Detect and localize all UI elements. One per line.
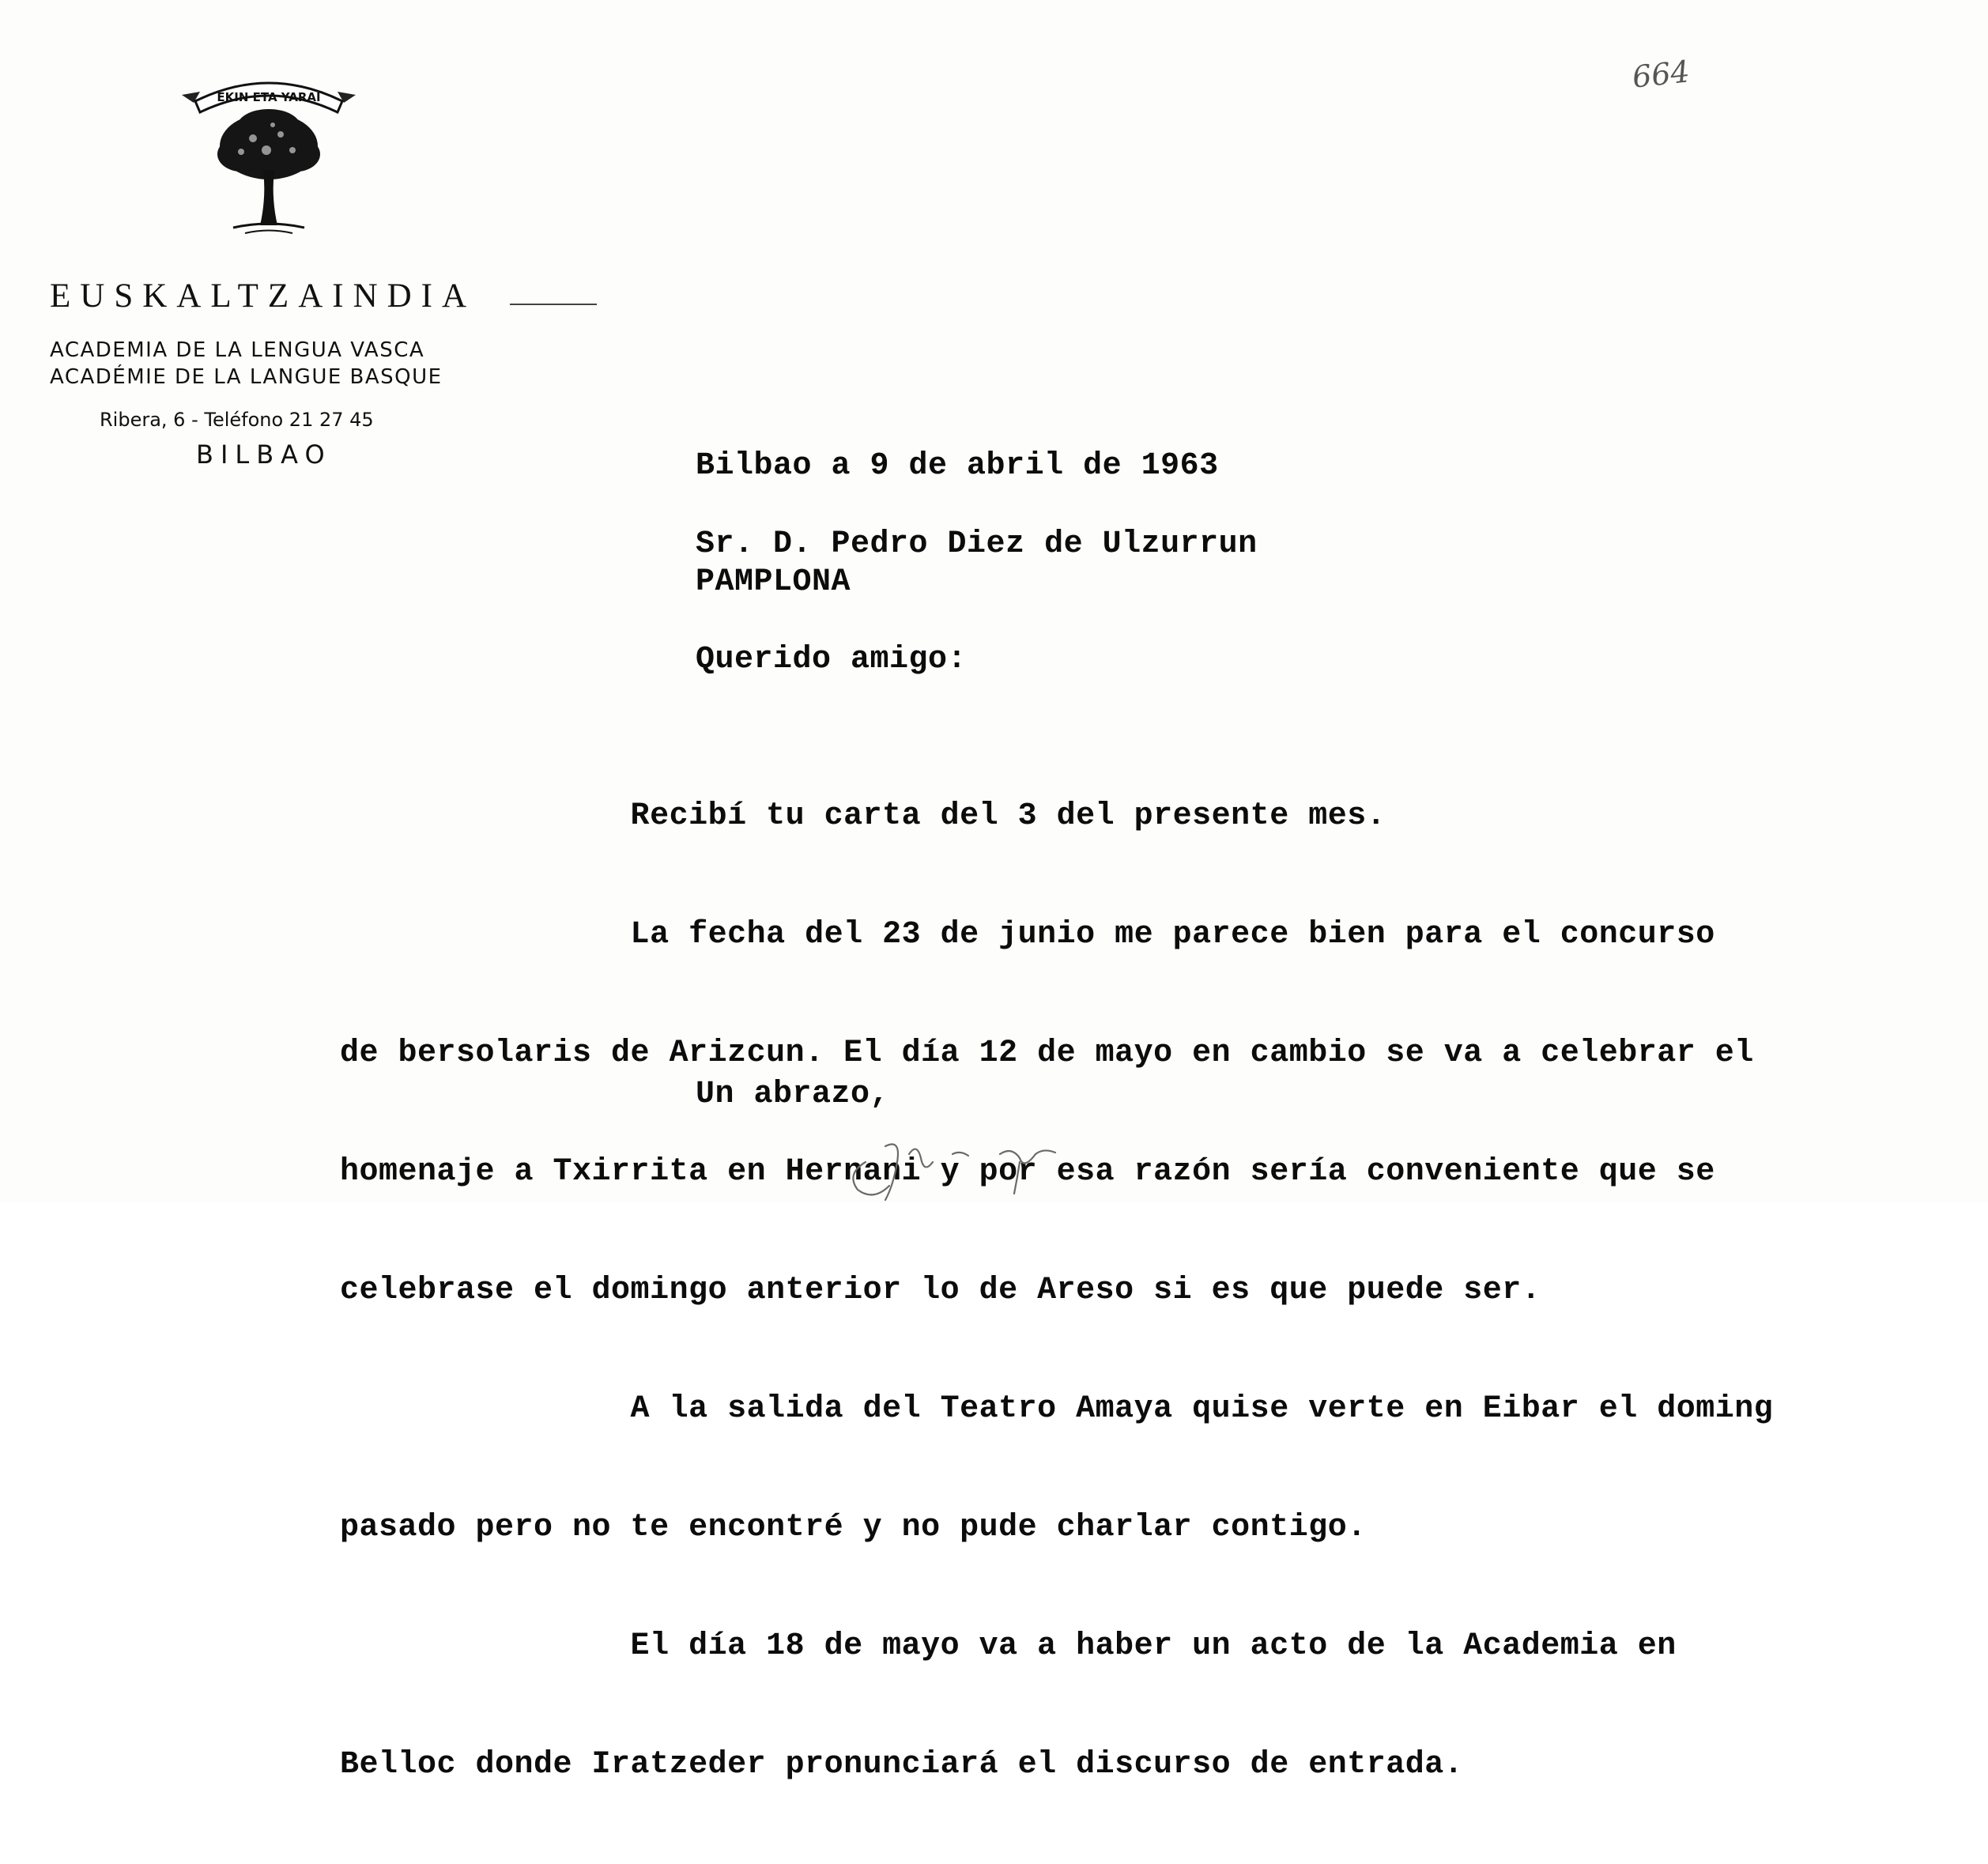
tree-emblem-logo <box>178 71 360 241</box>
handwritten-archive-number: 664 <box>1630 54 1692 95</box>
letter-date: Bilbao a 9 de abril de 1963 <box>696 448 1219 484</box>
recipient-name: Sr. D. Pedro Diez de Ulzurrun <box>696 526 1258 562</box>
body-line: pasado pero no te encontré y no pude charlar contigo. <box>340 1510 1367 1545</box>
organization-subtitle-french: ACADÉMIE DE LA LANGUE BASQUE <box>50 365 443 389</box>
body-line: El día 18 de mayo va a haber un acto de la Academia en <box>340 1628 1677 1664</box>
motto-text: EKIN ETA YARAI <box>217 90 321 104</box>
organization-address: Ribera, 6 - Teléfono 21 27 45 <box>100 409 374 431</box>
organization-subtitle-spanish: ACADEMIA DE LA LENGUA VASCA <box>50 338 425 362</box>
body-line: A la salida del Teatro Amaya quise verte en Eibar el doming <box>340 1391 1774 1427</box>
body-line: Recibí tu carta del 3 del presente mes. <box>340 798 1386 834</box>
body-line: celebrase el domingo anterior lo de Areso si es que puede ser. <box>340 1273 1541 1308</box>
letter-body <box>340 718 1773 1864</box>
body-line: homenaje a Txirrita en Hernani y por esa razón sería conveniente que se <box>340 1154 1715 1190</box>
recipient-city: PAMPLONA <box>696 564 851 600</box>
organization-name: EUSKALTZAINDIA <box>50 277 477 315</box>
handwritten-signature <box>842 1130 1126 1203</box>
closing: Un abrazo, <box>696 1077 890 1112</box>
body-line: Belloc donde Iratzeder pronunciará el discurso de entrada. <box>340 1747 1464 1783</box>
salutation: Querido amigo: <box>696 642 968 677</box>
letterhead-rule <box>510 304 597 305</box>
body-line: de bersolaris de Arizcun. El día 12 de mayo en cambio se va a celebrar el <box>340 1036 1754 1071</box>
body-line: La fecha del 23 de junio me parece bien para el concurso <box>340 917 1715 953</box>
organization-city: BILBAO <box>196 440 332 470</box>
